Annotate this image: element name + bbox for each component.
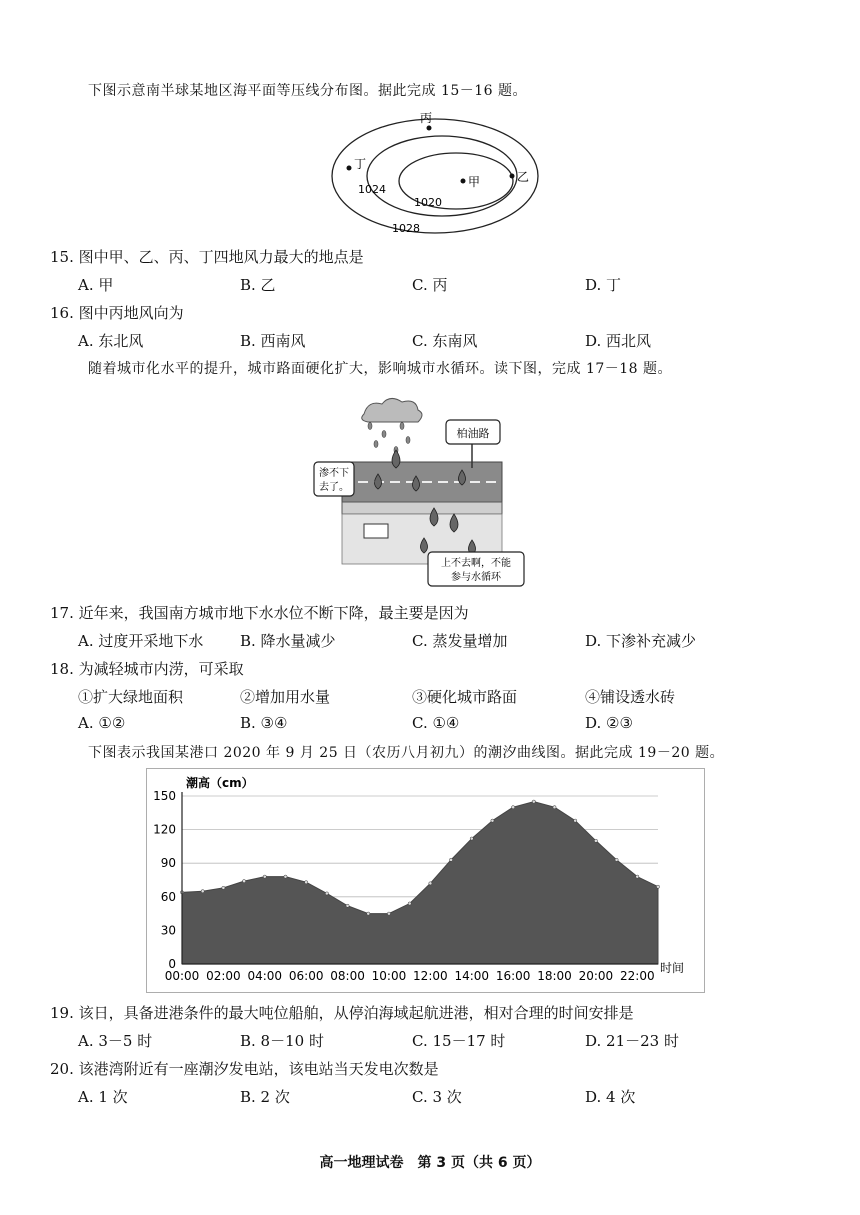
q19-option-c[interactable]: C. 15－17 时 — [412, 1032, 506, 1050]
tide-point — [387, 912, 390, 915]
tide-point — [574, 819, 577, 822]
tide-point — [470, 837, 473, 840]
bubble-left-line2: 去了。 — [319, 482, 349, 493]
tide-point — [553, 806, 556, 809]
y-tick-label: 30 — [160, 923, 176, 938]
question-18-stem: 18. 为减轻城市内涝，可采取 — [50, 660, 244, 678]
cloud-icon — [362, 398, 422, 422]
y-tick-label: 150 — [153, 789, 176, 803]
tide-point — [263, 875, 266, 878]
q16-option-c[interactable]: C. 东南风 — [412, 332, 478, 350]
x-tick-label: 04:00 — [247, 969, 283, 983]
tide-point — [201, 890, 204, 893]
chart-y-ticks — [153, 789, 176, 971]
raindrop-icons — [368, 423, 410, 454]
tide-point — [449, 858, 452, 861]
q16-option-b[interactable]: B. 西南风 — [240, 332, 306, 350]
x-tick-label: 02:00 — [206, 969, 241, 983]
intro-19-20: 下图表示我国某港口 2020 年 9 月 25 日（农历八月初九）的潮汐曲线图。据此完成 19－20 题。 — [88, 745, 725, 761]
tide-point — [346, 904, 349, 907]
point-jia-label: 甲 — [468, 175, 481, 189]
bubble-bottom-line2: 参与水循环 — [451, 572, 501, 583]
tide-point — [305, 881, 308, 884]
tide-point — [242, 880, 245, 883]
urban-water-cartoon — [312, 390, 532, 590]
label-1028: 1028 — [392, 222, 420, 235]
question-19-stem: 19. 该日，具备进港条件的最大吨位船舶，从停泊海域起航进港，相对合理的时间安排是 — [50, 1004, 634, 1022]
tide-point — [367, 912, 370, 915]
x-tick-label: 08:00 — [330, 969, 365, 983]
x-tick-label: 22:00 — [620, 969, 655, 983]
q18-option-b[interactable]: B. ③④ — [240, 714, 288, 732]
question-16-stem: 16. 图中丙地风向为 — [50, 304, 184, 322]
road-sign-label: 柏油路 — [456, 427, 490, 440]
q15-option-c[interactable]: C. 丙 — [412, 276, 448, 294]
q18-option-a[interactable]: A. ①② — [78, 714, 126, 732]
x-tick-label: 10:00 — [371, 969, 407, 983]
label-1024: 1024 — [358, 183, 386, 196]
q17-option-a[interactable]: A. 过度开采地下水 — [78, 632, 204, 650]
q16-option-a[interactable]: A. 东北风 — [78, 332, 144, 350]
x-tick-label: 00:00 — [164, 969, 200, 983]
road-base-layer — [342, 502, 502, 514]
y-tick-label: 0 — [168, 957, 176, 971]
tide-point — [284, 875, 287, 878]
point-bing-label: 丙 — [420, 111, 433, 125]
point-yi-label: 乙 — [517, 170, 530, 184]
question-15-stem: 15. 图中甲、乙、丙、丁四地风力最大的地点是 — [50, 248, 364, 266]
isobar-map — [330, 108, 540, 236]
chart-xlabel: 时间 — [660, 961, 685, 975]
question-17-stem: 17. 近年来，我国南方城市地下水水位不断下降，最主要是因为 — [50, 604, 469, 622]
q18-item-4: ④铺设透水砖 — [585, 688, 676, 706]
isobar-1024 — [367, 136, 517, 216]
point-jia-dot — [461, 179, 466, 184]
q15-option-d[interactable]: D. 丁 — [585, 276, 622, 294]
tide-point — [615, 858, 618, 861]
q20-option-d[interactable]: D. 4 次 — [585, 1088, 636, 1106]
bubble-left-line1: 渗不下 — [319, 468, 349, 479]
q17-option-d[interactable]: D. 下渗补充减少 — [585, 632, 697, 650]
tide-point — [325, 892, 328, 895]
chart-ylabel: 潮高（cm） — [186, 776, 254, 790]
point-yi-dot — [510, 174, 515, 179]
q17-option-c[interactable]: C. 蒸发量增加 — [412, 632, 508, 650]
tide-point — [408, 902, 411, 905]
tide-point — [512, 806, 515, 809]
tide-point — [532, 800, 535, 803]
q15-option-b[interactable]: B. 乙 — [240, 276, 276, 294]
tide-area-series — [182, 802, 658, 964]
tide-point — [656, 885, 659, 888]
x-tick-label: 14:00 — [454, 969, 490, 983]
x-tick-label: 06:00 — [288, 969, 324, 983]
q18-item-2: ②增加用水量 — [240, 688, 331, 706]
tide-point — [636, 875, 639, 878]
q20-option-b[interactable]: B. 2 次 — [240, 1088, 290, 1106]
intro-17-18: 随着城市化水平的提升，城市路面硬化扩大，影响城市水循环。读下图，完成 17－18 题。 — [88, 361, 673, 377]
page-footer: 高一地理试卷 第 3 页（共 6 页） — [319, 1155, 541, 1171]
tide-point — [491, 819, 494, 822]
y-tick-label: 60 — [160, 889, 176, 904]
y-tick-label: 120 — [153, 822, 176, 837]
tide-point — [594, 839, 597, 842]
q20-option-c[interactable]: C. 3 次 — [412, 1088, 462, 1106]
q17-option-b[interactable]: B. 降水量减少 — [240, 632, 336, 650]
q20-option-a[interactable]: A. 1 次 — [78, 1088, 128, 1106]
point-ding-dot — [347, 166, 352, 171]
q18-item-3: ③硬化城市路面 — [412, 688, 518, 706]
q15-option-a[interactable]: A. 甲 — [78, 276, 114, 294]
q18-option-d[interactable]: D. ②③ — [585, 714, 633, 732]
x-tick-label: 20:00 — [578, 969, 614, 983]
x-tick-label: 16:00 — [495, 969, 531, 983]
tide-chart — [146, 768, 706, 994]
point-bing-dot — [427, 126, 432, 131]
q19-option-a[interactable]: A. 3－5 时 — [78, 1032, 153, 1050]
x-tick-label: 12:00 — [413, 969, 448, 983]
bubble-bottom-line1: 上不去啊，不能 — [441, 558, 511, 569]
q18-option-c[interactable]: C. ①④ — [412, 714, 460, 732]
tide-point — [429, 882, 432, 885]
y-tick-label: 90 — [160, 856, 176, 871]
label-1020: 1020 — [414, 196, 442, 209]
point-ding-label: 丁 — [354, 157, 367, 171]
intro-15-16: 下图示意南半球某地区海平面等压线分布图。据此完成 15－16 题。 — [88, 83, 528, 99]
q19-option-d[interactable]: D. 21－23 时 — [585, 1032, 679, 1050]
chart-x-ticks — [165, 969, 655, 983]
q19-option-b[interactable]: B. 8－10 时 — [240, 1032, 324, 1050]
q18-item-1: ①扩大绿地面积 — [78, 688, 184, 706]
underground-pipe — [364, 524, 388, 538]
x-tick-label: 18:00 — [537, 969, 572, 983]
q16-option-d[interactable]: D. 西北风 — [585, 332, 652, 350]
tide-point — [222, 886, 225, 889]
question-20-stem: 20. 该港湾附近有一座潮汐发电站，该电站当天发电次数是 — [50, 1060, 439, 1078]
